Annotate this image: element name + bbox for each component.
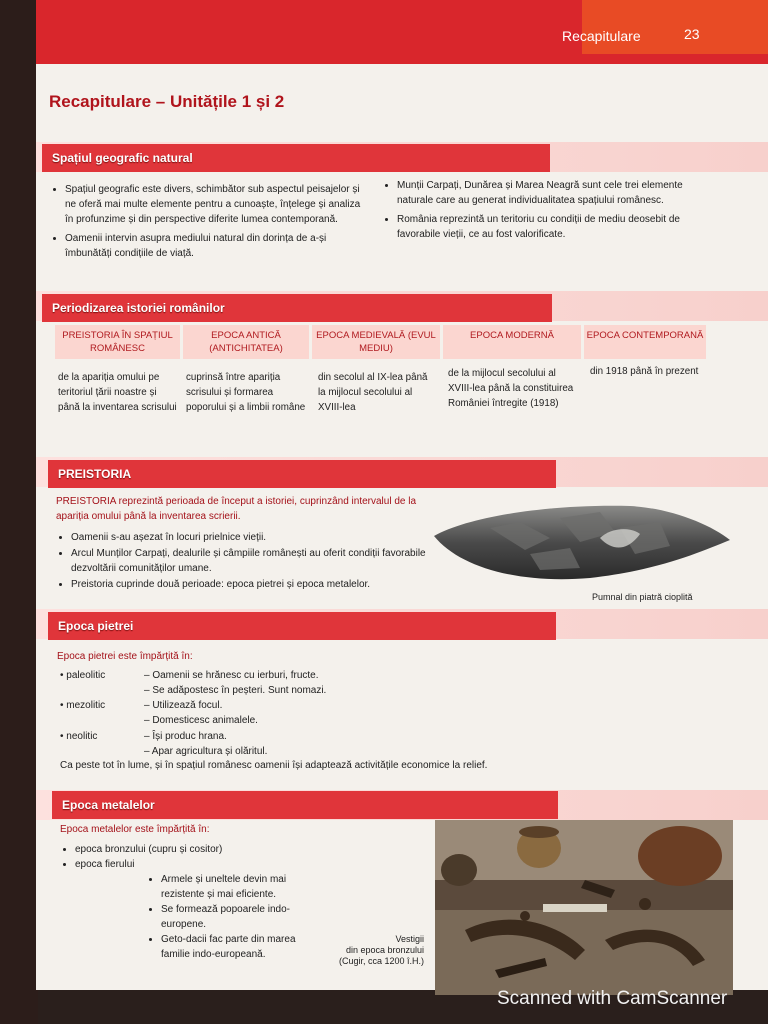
table-cell: din secolul al IX-lea până la mijlocul secolului al XVIII-lea [318,372,428,413]
table-header-cell: EPOCA CONTEMPORANĂ [584,325,706,359]
page-number: 23 [684,26,700,42]
table-header-cell: EPOCA MEDIEVALĂ (EVUL MEDIU) [312,325,440,359]
period-description: – Apar agricultura și olăritul. [144,746,268,757]
epoca-pietrei-intro: Epoca pietrei este împărțită în: [57,651,193,662]
list-item: • Armele și uneltele devin mai rezistente și mai eficiente. [161,872,318,902]
table-header-cell: EPOCA MODERNĂ [443,325,581,359]
caption-line: (Cugir, cca 1200 î.H.) [338,956,424,966]
stone-dagger-image [430,498,732,586]
list-item: • Geto-dacii fac parte din marea familie indo-europeană. [161,932,318,962]
dagger-caption: Pumnal din piatră cioplită [592,592,693,602]
epoca-metalelor-intro: Epoca metalelor este împărțită în: [60,824,210,835]
section-heading-spatiul: Spațiul geografic natural [42,144,550,172]
header-tab [582,0,768,54]
period-description: – Domesticesc animalele. [144,715,258,726]
list-item: • Munții Carpați, Dunărea și Marea Neagră sunt cele trei elemente naturale care au generat individualitatea spațiului românesc. [397,178,714,208]
list-item: • mezolitic [60,700,106,711]
table-header-cell: PREISTORIA ÎN SPAȚIUL ROMÂNESC [55,325,180,359]
spatiul-left-column [52,182,370,265]
preistoria-intro: PREISTORIA reprezintă perioada de început a istoriei, cuprinzând intervalul de la apariția omului până la inventarea scrierii. [56,496,417,522]
section-heading-epoca-pietrei: Epoca pietrei [48,612,556,640]
list-item: • paleolitic [60,670,106,681]
bronze-age-artifacts-photo [435,820,733,995]
list-item: • Arcul Munților Carpați, dealurile și câmpiile românești au oferit condiții favorabile dezvoltării comunităților umane. [71,546,430,576]
list-item: • Se formează popoarele indo-europene. [161,902,318,932]
period-description: – Utilizează focul. [144,700,223,711]
list-item: • Oamenii s-au așezat în locuri prielnice vieții. [71,530,430,545]
section-heading-periodizare: Periodizarea istoriei românilor [42,294,552,322]
list-item: • epoca bronzului (cupru și cositor) [75,842,312,857]
table-cell: de la apariția omului pe teritoriul țării noastre și până la inventarea scrisului [58,372,177,413]
page-title: Recapitulare – Unitățile 1 și 2 [49,92,285,111]
header-section-label: Recapitulare [562,28,641,44]
list-item: • neolitic [60,731,98,742]
epoca-pietrei-conclusion: Ca peste tot în lume, și în spațiul românesc oamenii își adaptează activitățile economice la relief. [60,760,488,771]
section-heading-preistoria: PREISTORIA [48,460,556,488]
list-item: • Oamenii intervin asupra mediului natural din dorința de a-și îmbunătăți condițiile de viață. [65,231,370,261]
list-item: • România reprezintă un teritoriu cu condiții de mediu deosebit de favorabile vieții, ce au fost valorificate. [397,212,714,242]
caption-line: din epoca bronzului [345,945,424,955]
preistoria-list [58,530,430,593]
period-name: neolitic [66,731,98,742]
list-item: • epoca fierului [75,857,312,872]
metal-periods-list [62,842,312,872]
scan-background [0,0,38,1024]
caption-line: Vestigii [395,934,424,944]
spatiul-right-column [384,178,714,246]
period-name: paleolitic [66,670,106,681]
period-description: – Oamenii se hrănesc cu ierburi, fructe. [144,670,319,681]
table-cell: din 1918 până în prezent [590,366,699,377]
table-header-cell: EPOCA ANTICĂ (ANTICHITATEA) [183,325,309,359]
period-description: – Își produc hrana. [144,731,227,742]
scanner-watermark: Scanned with CamScanner [497,988,728,1009]
artifacts-caption [322,934,424,967]
period-description: – Se adăpostesc în peșteri. Sunt nomazi. [144,685,327,696]
list-item: • Preistoria cuprinde două perioade: epoca pietrei și epoca metalelor. [71,577,430,592]
period-name: mezolitic [66,700,106,711]
metal-bullets-list [148,872,318,962]
table-cell: de la mijlocul secolului al XVIII-lea până la constituirea României întregite (1918) [448,368,574,409]
table-cell: cuprinsă între apariția scrisului și formarea poporului și a limbii române [186,372,306,413]
section-heading-epoca-metalelor: Epoca metalelor [52,791,558,819]
list-item: • Spațiul geografic este divers, schimbător sub aspectul peisajelor și ne oferă mai multe elemente pentru a cunoaște, înțelege și analiza în profunzime și din perspective diferite lumea contemporană. [65,182,370,227]
